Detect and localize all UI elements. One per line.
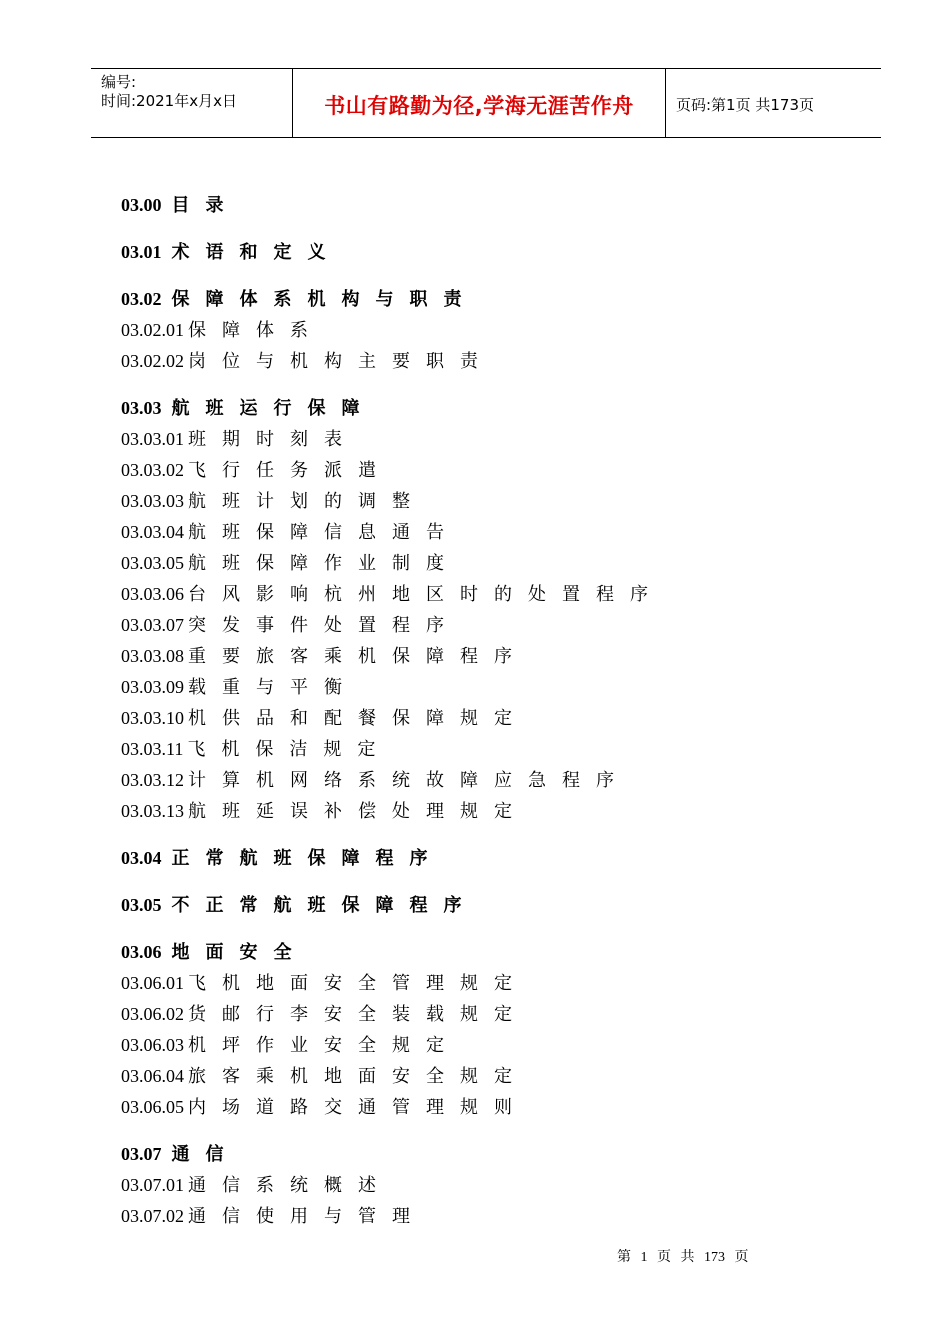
toc-entry[interactable] <box>121 486 861 517</box>
toc-entry[interactable] <box>121 765 861 796</box>
toc-entry-title: 飞行任务派遣 <box>188 460 392 480</box>
toc-entry[interactable] <box>121 1030 861 1061</box>
toc-entry[interactable] <box>121 424 861 455</box>
toc-entry-title: 载重与平衡 <box>188 677 358 697</box>
toc-section-heading[interactable] <box>121 284 861 315</box>
toc-entry-title: 保障体系 <box>188 320 324 340</box>
toc-entry-code: 03.06.03 <box>121 1035 184 1055</box>
toc-entry-code: 03.03.10 <box>121 708 184 728</box>
toc-section-title: 通信 <box>171 1144 240 1164</box>
toc-entry-code: 03.02.02 <box>121 351 184 371</box>
toc-entry-code: 03.03.02 <box>121 460 184 480</box>
toc-section-title: 地面安全 <box>171 942 308 962</box>
toc-section-code: 03.02 <box>121 289 162 309</box>
toc-entry-code: 03.06.01 <box>121 973 184 993</box>
toc-entry-code: 03.03.05 <box>121 553 184 573</box>
toc-entry-title: 内场道路交通管理规则 <box>188 1097 528 1117</box>
toc-entry-code: 03.02.01 <box>121 320 184 340</box>
toc-entry-title: 班期时刻表 <box>188 429 358 449</box>
toc-entry-title: 台风影响杭州地区时的处置程序 <box>188 584 664 604</box>
toc-section-heading[interactable] <box>121 393 861 424</box>
toc-entry-code: 03.06.02 <box>121 1004 184 1024</box>
toc-entry-title: 航班保障作业制度 <box>188 553 460 573</box>
toc-entry-title: 重要旅客乘机保障程序 <box>188 646 528 666</box>
toc-section-title: 正常航班保障程序 <box>171 848 444 868</box>
toc-section-title: 保障体系机构与职责 <box>171 289 478 309</box>
toc-entry[interactable] <box>121 999 861 1030</box>
toc-entry-title: 计算机网络系统故障应急程序 <box>188 770 630 790</box>
document-header <box>91 68 881 138</box>
toc-entry[interactable] <box>121 1170 861 1201</box>
toc-entry[interactable] <box>121 455 861 486</box>
toc-section-heading[interactable] <box>121 937 861 968</box>
toc-section-code: 03.04 <box>121 848 162 868</box>
toc-entry-title: 货邮行李安全装载规定 <box>188 1004 528 1024</box>
toc-section-code: 03.00 <box>121 195 162 215</box>
toc-entry-code: 03.03.03 <box>121 491 184 511</box>
toc-section-code: 03.06 <box>121 942 162 962</box>
toc-entry-title: 航班延误补偿处理规定 <box>188 801 528 821</box>
toc-section-code: 03.03 <box>121 398 162 418</box>
toc-entry[interactable] <box>121 315 861 346</box>
toc-section-title: 航班运行保障 <box>171 398 376 418</box>
toc-entry[interactable] <box>121 579 861 610</box>
page-footer: 第 1 页 共 173 页 <box>617 1250 749 1265</box>
toc-entry-code: 03.03.08 <box>121 646 184 666</box>
toc-entry-title: 通信使用与管理 <box>188 1206 426 1226</box>
toc-entry-code: 03.03.07 <box>121 615 184 635</box>
toc-section-code: 03.07 <box>121 1144 162 1164</box>
toc-entry-code: 03.03.11 <box>121 739 184 759</box>
toc-entry[interactable] <box>121 734 861 765</box>
toc-entry-code: 03.03.12 <box>121 770 184 790</box>
toc-entry[interactable] <box>121 703 861 734</box>
toc-entry-title: 岗位与机构主要职责 <box>188 351 494 371</box>
header-page-number: 页码:第1页 共173页 <box>676 96 814 114</box>
toc-entry[interactable] <box>121 1061 861 1092</box>
toc-section-heading[interactable] <box>121 890 861 921</box>
toc-section-title: 目录 <box>171 195 240 215</box>
toc-entry[interactable] <box>121 641 861 672</box>
toc-section-title: 不正常航班保障程序 <box>171 895 478 915</box>
table-of-contents <box>121 190 861 1232</box>
toc-entry-title: 突发事件处置程序 <box>188 615 460 635</box>
toc-entry-title: 旅客乘机地面安全规定 <box>188 1066 528 1086</box>
toc-entry-title: 通信系统概述 <box>188 1175 392 1195</box>
header-center-cell <box>293 69 666 137</box>
toc-section-heading[interactable] <box>121 843 861 874</box>
toc-entry-title: 飞机地面安全管理规定 <box>188 973 528 993</box>
toc-entry-code: 03.07.02 <box>121 1206 184 1226</box>
toc-section-code: 03.05 <box>121 895 162 915</box>
serial-number-label: 编号: <box>101 73 137 91</box>
toc-entry[interactable] <box>121 672 861 703</box>
toc-entry[interactable] <box>121 796 861 827</box>
toc-entry[interactable] <box>121 1092 861 1123</box>
toc-entry[interactable] <box>121 610 861 641</box>
toc-entry-title: 机坪作业安全规定 <box>188 1035 460 1055</box>
toc-entry-code: 03.06.04 <box>121 1066 184 1086</box>
toc-entry-code: 03.07.01 <box>121 1175 184 1195</box>
toc-section-heading[interactable] <box>121 1139 861 1170</box>
toc-entry[interactable] <box>121 968 861 999</box>
toc-entry-title: 航班保障信息通告 <box>188 522 460 542</box>
toc-entry-title: 机供品和配餐保障规定 <box>188 708 528 728</box>
header-motto: 书山有路勤为径,学海无涯苦作舟 <box>324 94 634 118</box>
toc-entry-code: 03.03.04 <box>121 522 184 542</box>
toc-entry-code: 03.03.09 <box>121 677 184 697</box>
toc-entry[interactable] <box>121 517 861 548</box>
toc-entry-code: 03.03.06 <box>121 584 184 604</box>
toc-entry[interactable] <box>121 1201 861 1232</box>
toc-entry-code: 03.03.13 <box>121 801 184 821</box>
time-label: 时间:2021年x月x日 <box>101 92 237 110</box>
toc-section-code: 03.01 <box>121 242 162 262</box>
toc-section-heading[interactable] <box>121 190 861 221</box>
toc-section-title: 术语和定义 <box>171 242 342 262</box>
toc-entry-code: 03.06.05 <box>121 1097 184 1117</box>
toc-section-heading[interactable] <box>121 237 861 268</box>
toc-entry-title: 飞机保洁规定 <box>187 739 392 759</box>
toc-entry[interactable] <box>121 548 861 579</box>
toc-entry[interactable] <box>121 346 861 377</box>
header-left-cell <box>91 69 293 137</box>
header-right-cell <box>666 69 881 137</box>
toc-entry-code: 03.03.01 <box>121 429 184 449</box>
toc-entry-title: 航班计划的调整 <box>188 491 426 511</box>
